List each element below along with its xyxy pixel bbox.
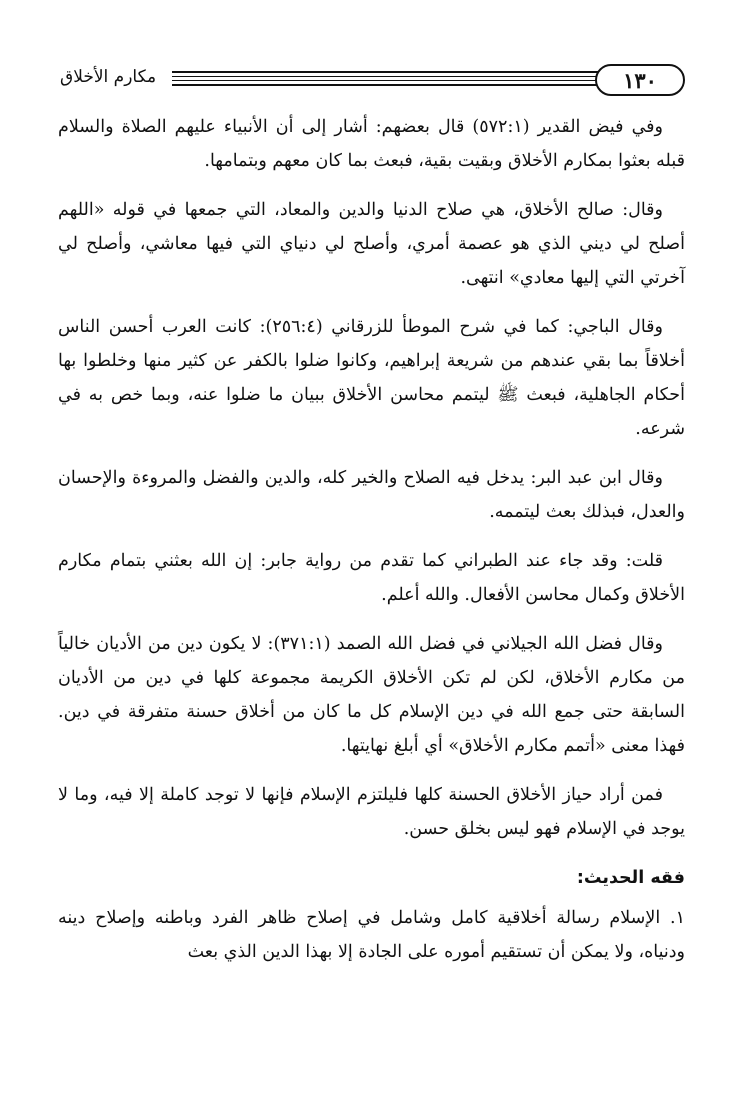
paragraph: فمن أراد حياز الأخلاق الحسنة كلها فليلتزم الإسلام فإنها لا توجد كاملة إلا فيه، وما لا يوجد في الإسلام فهو ليس بخلق حسن. bbox=[58, 785, 685, 839]
paragraph: وفي فيض القدير (٥٧٢:١) قال بعضهم: أشار إلى أن الأنبياء عليهم الصلاة والسلام قبله بعثوا بمكارم الأخلاق وبقيت بقية، فبعث بما كان معهم وبتمامها. bbox=[58, 117, 685, 171]
book-title: مكارم الأخلاق bbox=[60, 67, 157, 87]
section-heading: فقه الحديث: bbox=[576, 868, 685, 888]
running-header bbox=[60, 62, 685, 98]
paragraph: وقال فضل الله الجيلاني في فضل الله الصمد (٣٧١:١): لا يكون دين من الأديان خالياً من مكارم الأخلاق، لكن لم تكن الأخلاق الكريمة مجموعة كلها في دين من الأديان السابقة حتى جمع الله في دين الإسلام كل ما كان من أخلاق حسنة متفرقة في دين. فهذا معنى «أتمم مكارم الأخلاق» أي أبلغ نهايتها. bbox=[58, 634, 685, 756]
paragraph: وقال: صالح الأخلاق، هي صلاح الدنيا والدين والمعاد، التي جمعها في قوله «اللهم أصلح لي ديني الذي هو عصمة أمري، وأصلح لي دنياي التي فيها معاشي، وأصلح لي آخرتي التي إليها معادي» انتهى. bbox=[58, 200, 685, 288]
numbered-item: ١. الإسلام رسالة أخلاقية كامل وشامل في إصلاح ظاهر الفرد وباطنه وإصلاح دينه ودنياه، ولا يمكن أن تستقيم أموره على الجادة إلا بهذا الدين الذي بعث bbox=[58, 908, 685, 962]
header-rule bbox=[172, 84, 601, 86]
page-number: ١٣٠ bbox=[595, 64, 685, 96]
paragraph: وقال ابن عبد البر: يدخل فيه الصلاح والخير كله، والدين والفضل والمروءة والإحسان والعدل، فبذلك بعث ليتممه. bbox=[58, 468, 685, 522]
header-rule bbox=[172, 80, 601, 81]
page-body bbox=[58, 110, 685, 984]
paragraph: وقال الباجي: كما في شرح الموطأ للزرقاني (٢٥٦:٤): كانت العرب أحسن الناس أخلاقاً بما بقي عندهم من شريعة إبراهيم، وكانوا ضلوا بالكفر عن كثير منها وخلطوا بها أحكام الجاهلية، فبعث ﷺ ليتمم محاسن الأخلاق ببيان ما ضلوا عنه، وبما خص به في شرعه. bbox=[58, 317, 685, 439]
paragraph: قلت: وقد جاء عند الطبراني كما تقدم من رواية جابر: إن الله بعثني بتمام مكارم الأخلاق وكمال محاسن الأفعال. والله أعلم. bbox=[58, 551, 685, 605]
header-rule bbox=[172, 76, 601, 77]
header-rule bbox=[172, 71, 601, 73]
